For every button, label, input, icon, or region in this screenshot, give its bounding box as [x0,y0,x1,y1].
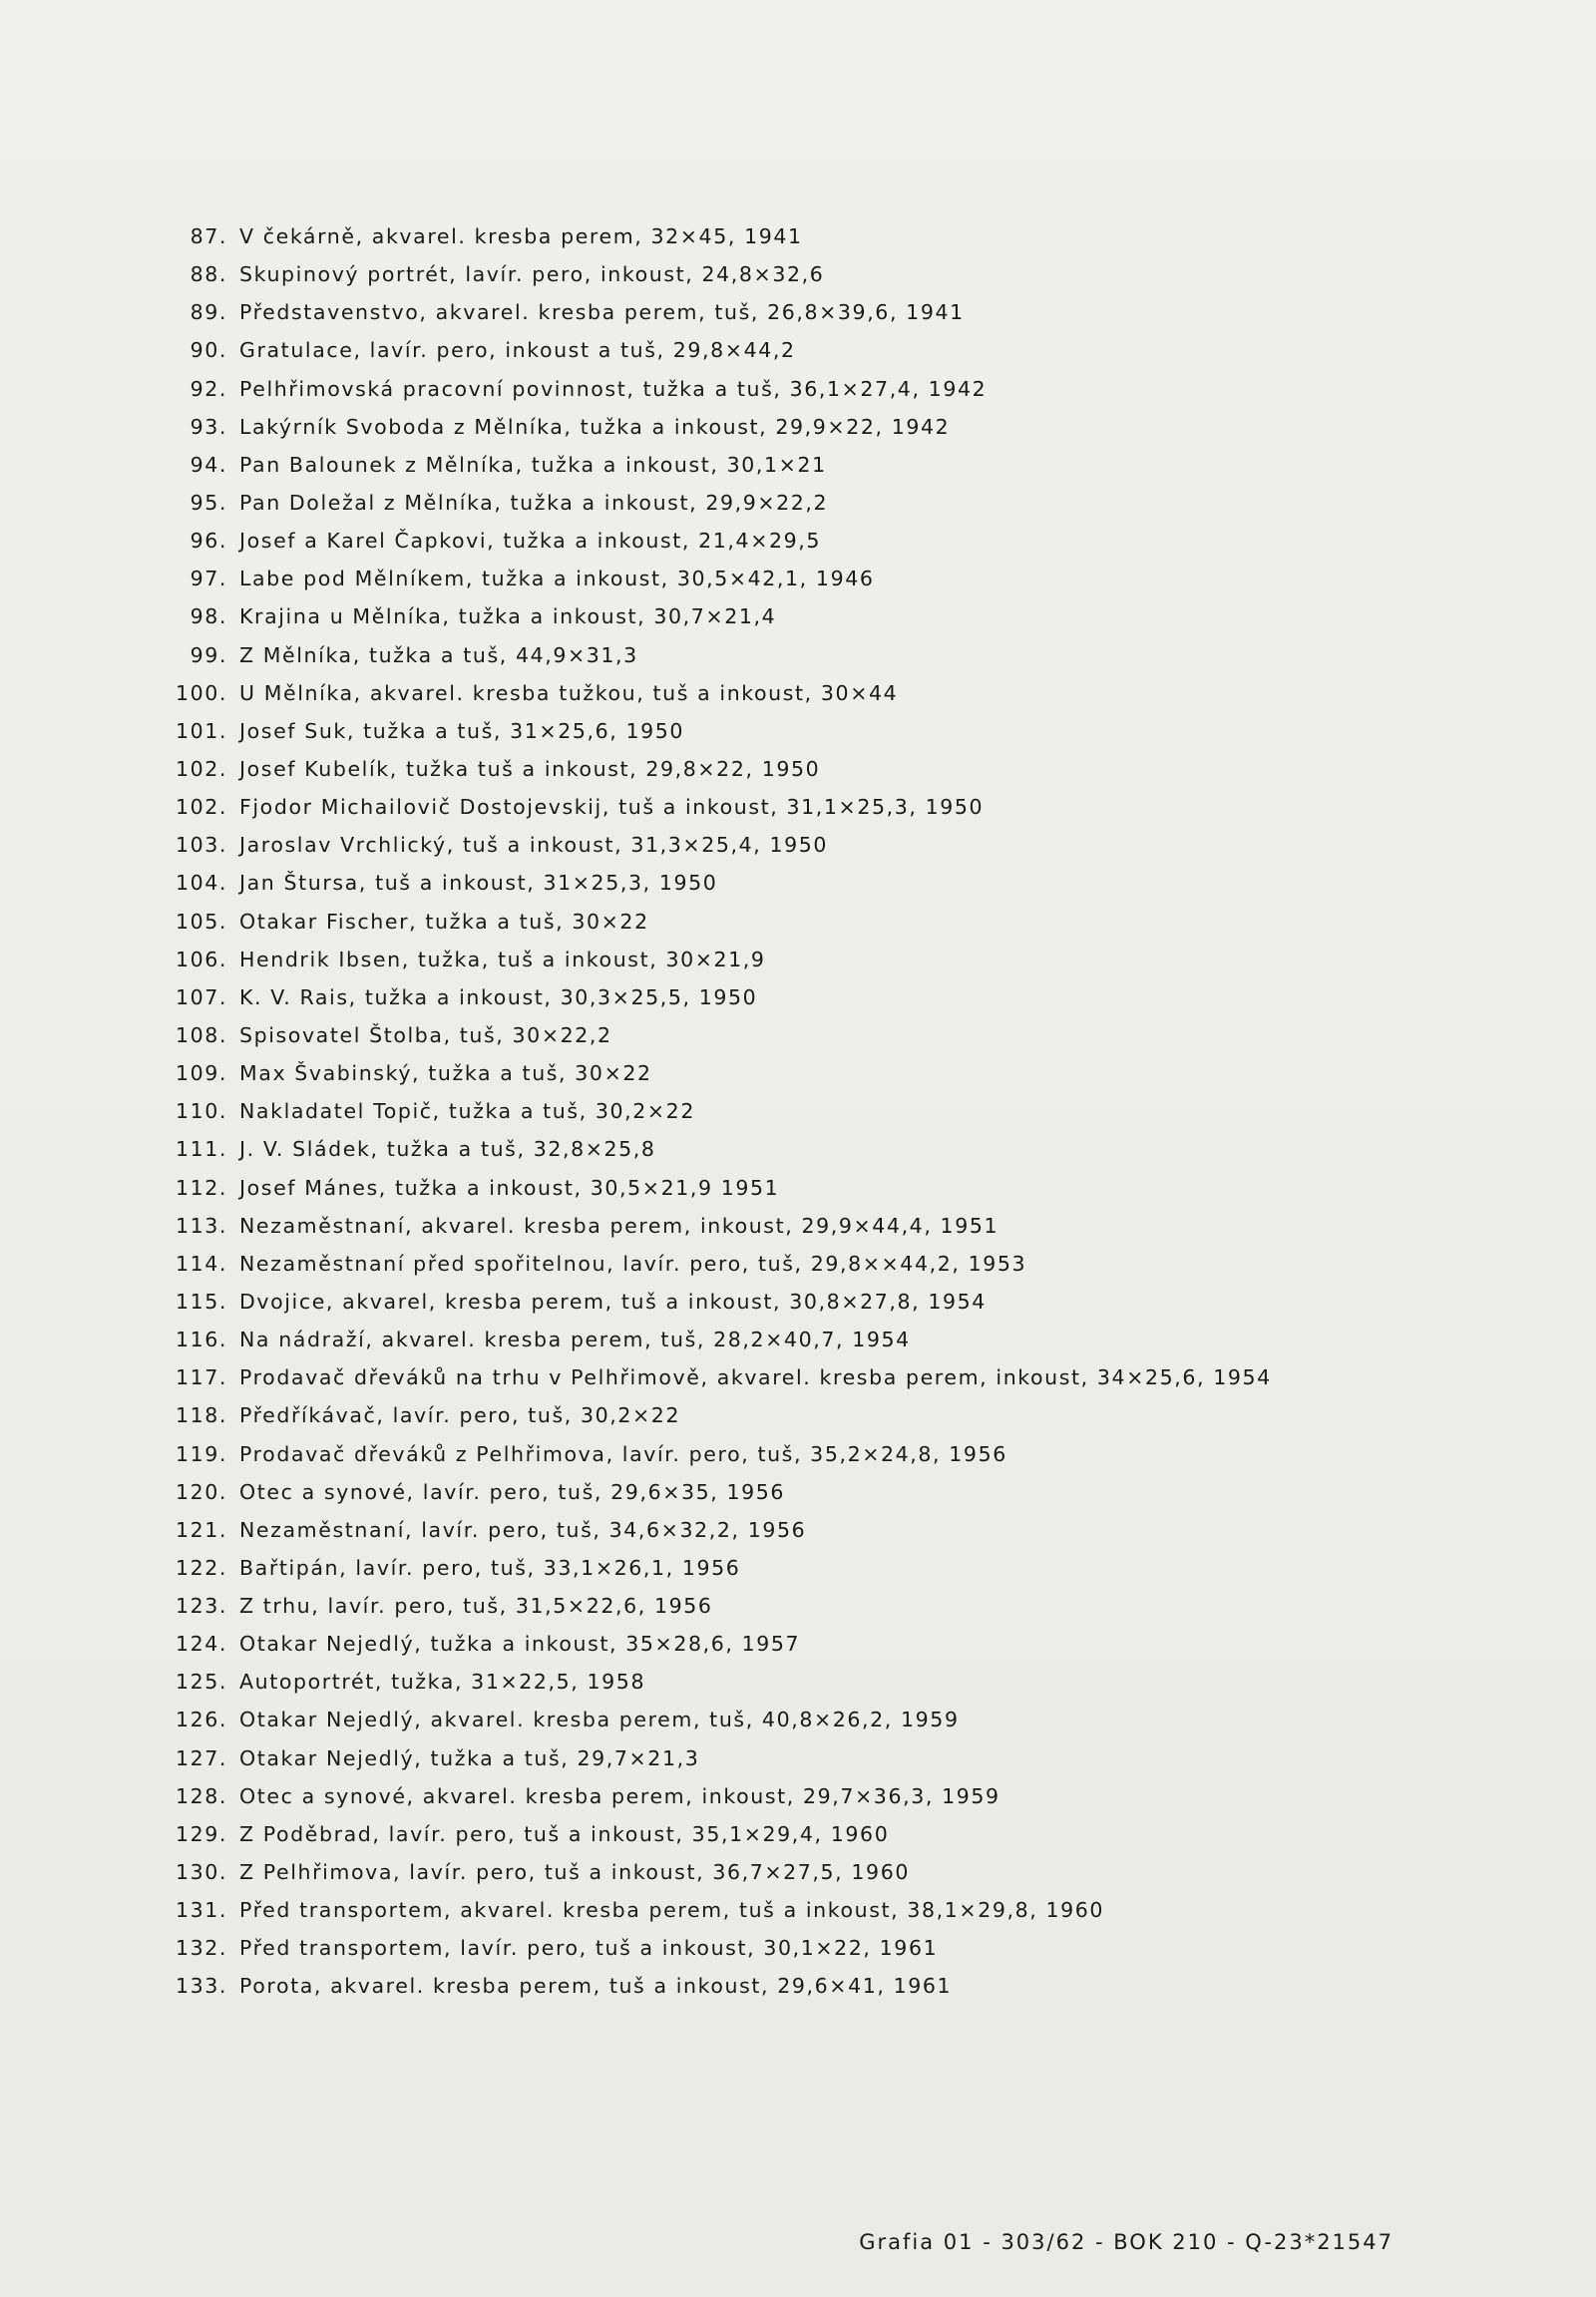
entry-number: 125. [175,1670,227,1695]
catalogue-entry [168,1853,1272,1891]
catalogue-entry [168,1739,1272,1777]
entry-description: Max Švabinský, tužka a tuš, 30×22 [239,1061,652,1086]
entry-number: 113. [175,1213,227,1238]
entry-description: Prodavač dřeváků na trhu v Pelhřimově, akvarel. kresba perem, inkoust, 34×25,6, 1954 [239,1365,1272,1390]
catalogue-entry [168,636,1272,674]
entry-number: 115. [175,1289,227,1314]
entry-description: Hendrik Ibsen, tužka, tuš a inkoust, 30×21,9 [239,947,766,971]
entry-description: Otakar Fischer, tužka a tuš, 30×22 [239,909,649,934]
entry-number: 92. [190,376,227,401]
entry-description: Porota, akvarel. kresba perem, tuš a inkoust, 29,6×41, 1961 [239,1974,953,1999]
catalogue-entry [168,941,1272,978]
entry-description: Otec a synové, akvarel. kresba perem, inkoust, 29,7×36,3, 1959 [239,1783,1000,1808]
catalogue-entry [168,331,1272,369]
catalogue-entry [168,1435,1272,1473]
catalogue-entry [168,1245,1272,1283]
entry-number: 109. [175,1061,227,1086]
entry-description: Prodavač dřeváků z Pelhřimova, lavír. pero, tuš, 35,2×24,8, 1956 [239,1441,1007,1466]
entry-number: 104. [175,871,227,896]
entry-description: Před transportem, lavír. pero, tuš a inkoust, 30,1×22, 1961 [239,1936,939,1961]
entry-number: 89. [190,300,227,325]
entry-number: 114. [175,1251,227,1276]
entry-description: Josef Mánes, tužka a inkoust, 30,5×21,9 1951 [239,1175,780,1200]
catalogue-entry [168,1549,1272,1587]
catalogue-entry [168,1207,1272,1245]
entry-description: Labe pod Mělníkem, tužka a inkoust, 30,5×42,1, 1946 [239,567,875,591]
entry-number: 87. [190,224,227,248]
catalogue-entry [168,1967,1272,2005]
catalogue-entry [168,1396,1272,1434]
entry-number: 103. [175,833,227,858]
entry-number: 111. [175,1137,227,1162]
entry-description: V čekárně, akvarel. kresba perem, 32×45, 1941 [239,224,803,248]
entry-number: 98. [190,604,227,629]
entry-description: Bařtipán, lavír. pero, tuš, 33,1×26,1, 1956 [239,1555,741,1580]
catalogue-entry [168,1511,1272,1549]
catalogue-entry [168,674,1272,712]
entry-number: 99. [190,642,227,667]
catalogue-entry [168,1625,1272,1663]
catalogue-entry [168,788,1272,826]
catalogue-entry [168,1929,1272,1967]
catalogue-entry [168,978,1272,1016]
entry-number: 96. [190,529,227,554]
entry-description: Jan Štursa, tuš a inkoust, 31×25,3, 1950 [239,871,718,896]
entry-description: Pan Balounek z Mělníka, tužka a inkoust, 30,1×21 [239,452,827,477]
catalogue-entry [168,1358,1272,1396]
entry-number: 127. [175,1745,227,1770]
catalogue-entry [168,1016,1272,1054]
catalogue-entry [168,408,1272,446]
entry-description: Otec a synové, lavír. pero, tuš, 29,6×35, 1956 [239,1479,786,1504]
entry-description: Jaroslav Vrchlický, tuš a inkoust, 31,3×25,4, 1950 [239,833,829,858]
entry-number: 124. [175,1632,227,1657]
entry-description: Dvojice, akvarel, kresba perem, tuš a inkoust, 30,8×27,8, 1954 [239,1289,987,1314]
entry-number: 133. [175,1974,227,1999]
catalogue-list [168,217,1272,2006]
catalogue-entry [168,1473,1272,1511]
entry-number: 119. [175,1441,227,1466]
catalogue-entry [168,255,1272,293]
catalogue-entry [168,1891,1272,1929]
catalogue-entry [168,1663,1272,1701]
catalogue-entry [168,522,1272,560]
entry-number: 112. [175,1175,227,1200]
catalogue-entry [168,1054,1272,1092]
entry-description: Autoportrét, tužka, 31×22,5, 1958 [239,1670,646,1695]
entry-description: K. V. Rais, tužka a inkoust, 30,3×25,5, 1950 [239,984,758,1009]
entry-description: Josef Suk, tužka a tuš, 31×25,6, 1950 [239,718,685,743]
entry-description: Spisovatel Štolba, tuš, 30×22,2 [239,1022,612,1047]
catalogue-entry [168,1815,1272,1853]
catalogue-entry [168,903,1272,941]
entry-description: Předříkávač, lavír. pero, tuš, 30,2×22 [239,1403,681,1428]
entry-description: Z trhu, lavír. pero, tuš, 31,5×22,6, 1956 [239,1594,713,1619]
catalogue-entry [168,484,1272,522]
entry-number: 116. [175,1328,227,1352]
catalogue-entry [168,1130,1272,1168]
entry-description: Před transportem, akvarel. kresba perem, tuš a inkoust, 38,1×29,8, 1960 [239,1898,1105,1923]
entry-description: Krajina u Mělníka, tužka a inkoust, 30,7×21,4 [239,604,777,629]
catalogue-entry [168,370,1272,408]
entry-number: 130. [175,1860,227,1885]
catalogue-entry [168,560,1272,597]
catalogue-entry [168,864,1272,902]
entry-number: 122. [175,1555,227,1580]
entry-number: 97. [190,567,227,591]
entry-description: Z Pelhřimova, lavír. pero, tuš a inkoust, 36,7×27,5, 1960 [239,1860,910,1885]
entry-description: Otakar Nejedlý, tužka a inkoust, 35×28,6, 1957 [239,1632,801,1657]
entry-description: Z Poděbrad, lavír. pero, tuš a inkoust, 35,1×29,4, 1960 [239,1821,890,1846]
entry-description: Lakýrník Svoboda z Mělníka, tužka a inkoust, 29,9×22, 1942 [239,414,951,439]
entry-description: Nezaměstnaní, akvarel. kresba perem, inkoust, 29,9×44,4, 1951 [239,1213,999,1238]
entry-number: 90. [190,338,227,363]
entry-number: 123. [175,1594,227,1619]
entry-description: Pan Doležal z Mělníka, tužka a inkoust, 29,9×22,2 [239,490,829,515]
entry-number: 102. [175,756,227,781]
entry-description: Skupinový portrét, lavír. pero, inkoust, 24,8×32,6 [239,262,825,287]
entry-description: Fjodor Michailovič Dostojevskij, tuš a inkoust, 31,1×25,3, 1950 [239,795,985,820]
catalogue-entry [168,1777,1272,1815]
entry-number: 117. [175,1365,227,1390]
entry-number: 120. [175,1479,227,1504]
entry-number: 118. [175,1403,227,1428]
entry-description: Josef a Karel Čapkovi, tužka a inkoust, 21,4×29,5 [239,529,822,554]
entry-number: 105. [175,909,227,934]
entry-number: 110. [175,1099,227,1124]
entry-description: Nakladatel Topič, tužka a tuš, 30,2×22 [239,1099,695,1124]
catalogue-entry [168,446,1272,484]
entry-number: 101. [175,718,227,743]
catalogue-entry [168,1321,1272,1358]
entry-description: Nezaměstnaní před spořitelnou, lavír. pero, tuš, 29,8××44,2, 1953 [239,1251,1027,1276]
entry-description: Otakar Nejedlý, akvarel. kresba perem, tuš, 40,8×26,2, 1959 [239,1708,960,1732]
entry-number: 129. [175,1821,227,1846]
entry-number: 121. [175,1517,227,1542]
catalogue-entry [168,1169,1272,1207]
entry-description: Josef Kubelík, tužka tuš a inkoust, 29,8×22, 1950 [239,756,821,781]
entry-description: Pelhřimovská pracovní povinnost, tužka a tuš, 36,1×27,4, 1942 [239,376,988,401]
catalogue-entry [168,826,1272,864]
entry-number: 93. [190,414,227,439]
catalogue-entry [168,750,1272,788]
entry-number: 95. [190,490,227,515]
entry-number: 100. [175,680,227,705]
entry-number: 107. [175,984,227,1009]
catalogue-entry [168,597,1272,635]
entry-number: 94. [190,452,227,477]
entry-description: Gratulace, lavír. pero, inkoust a tuš, 29,8×44,2 [239,338,796,363]
entry-number: 126. [175,1708,227,1732]
entry-number: 106. [175,947,227,971]
entry-number: 108. [175,1022,227,1047]
catalogue-entry [168,217,1272,255]
entry-description: J. V. Sládek, tužka a tuš, 32,8×25,8 [239,1137,656,1162]
catalogue-entry [168,1587,1272,1625]
entry-description: Na nádraží, akvarel. kresba perem, tuš, 28,2×40,7, 1954 [239,1328,911,1352]
catalogue-entry [168,1092,1272,1130]
entry-description: Z Mělníka, tužka a tuš, 44,9×31,3 [239,642,638,667]
entry-description: Představenstvo, akvarel. kresba perem, tuš, 26,8×39,6, 1941 [239,300,965,325]
catalogue-entry [168,293,1272,331]
entry-number: 102. [175,795,227,820]
catalogue-entry [168,712,1272,750]
entry-number: 88. [190,262,227,287]
entry-description: U Mělníka, akvarel. kresba tužkou, tuš a inkoust, 30×44 [239,680,899,705]
entry-number: 128. [175,1783,227,1808]
catalogue-entry [168,1701,1272,1738]
entry-description: Nezaměstnaní, lavír. pero, tuš, 34,6×32,2, 1956 [239,1517,807,1542]
entry-number: 132. [175,1936,227,1961]
printer-imprint: Grafia 01 - 303/62 - BOK 210 - Q-23*21547 [859,2230,1394,2254]
entry-description: Otakar Nejedlý, tužka a tuš, 29,7×21,3 [239,1745,700,1770]
catalogue-entry [168,1283,1272,1321]
entry-number: 131. [175,1898,227,1923]
